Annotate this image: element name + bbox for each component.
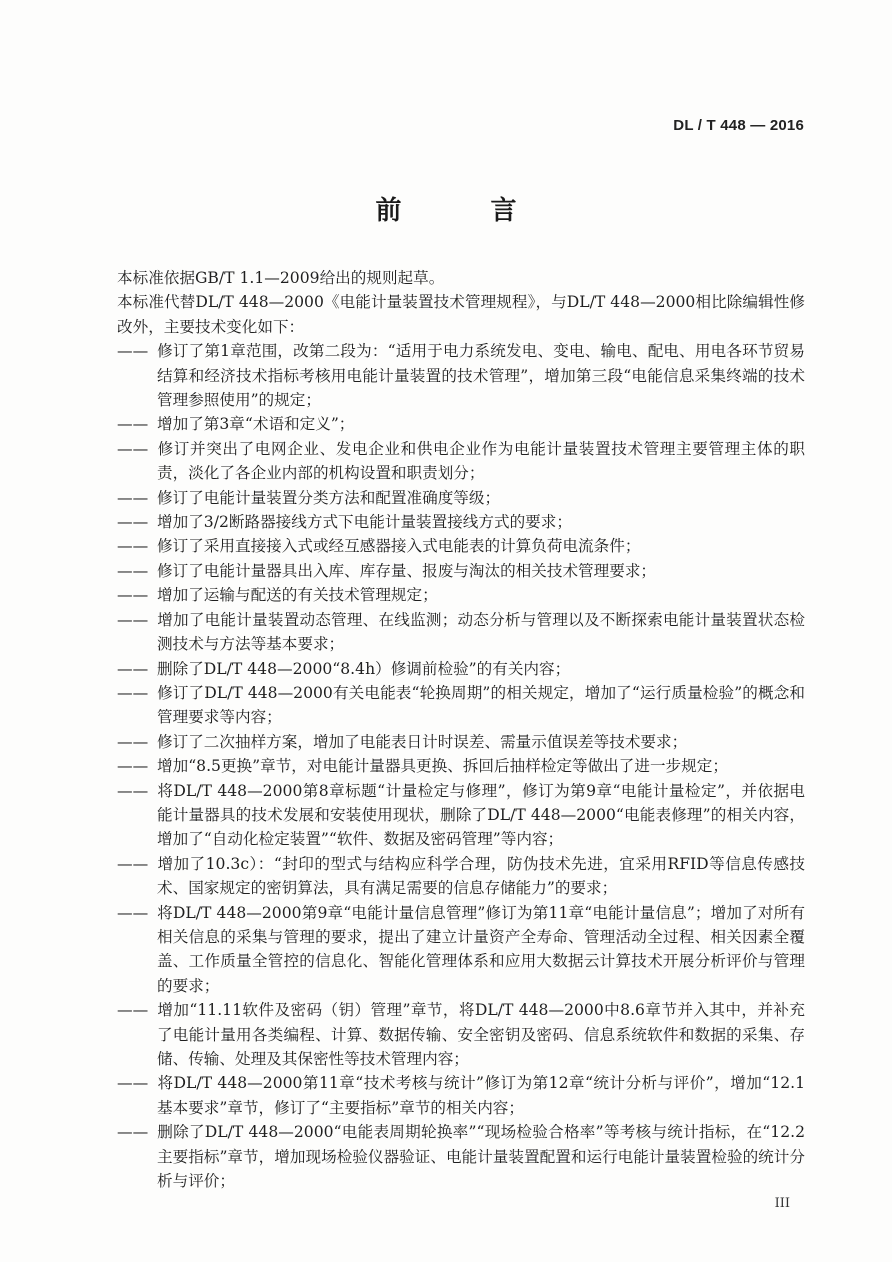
change-item: —— 增加了运输与配送的有关技术管理规定； [117,583,805,607]
change-item: —— 将DL/T 448—2000第9章“电能计量信息管理”修订为第11章“电能计量信息”；增加了对所有相关信息的采集与管理的要求，提出了建立计量资产全寿命、管理活动全过程、相关因素全覆盖、工作质量全管控的信息化、智能化管理体系和应用大数据云计算技术开展分析评价与管理的要求； [117,901,805,999]
paragraph-basis: 本标准依据GB/T 1.1—2009给出的规则起草。 [117,269,445,287]
dash-marker: —— [117,1001,149,1020]
change-item: —— 修订了采用直接接入式或经互感器接入式电能表的计算负荷电流条件； [117,534,805,558]
dash-marker: —— [117,903,149,922]
change-item: —— 删除了DL/T 448—2000“电能表周期轮换率”“现场检验合格率”等考核与统计指标，在“12.2主要指标”章节，增加现场检验仪器验证、电能计量装置配置和运行电能计量装置检验的统计分析与评价； [117,1120,805,1193]
change-list [117,339,805,1193]
dash-marker: —— [117,1074,149,1093]
standard-code: DL / T 448 — 2016 [673,117,804,134]
change-item: —— 修订了二次抽样方案，增加了电能表日计时误差、需量示值误差等技术要求； [117,730,805,754]
change-item: —— 增加了10.3c）：“封印的型式与结构应科学合理，防伪技术先进，宜采用RFID等信息传感技术、国家规定的密钥算法，具有满足需要的信息存储能力”的要求； [117,852,805,901]
dash-marker: —— [117,732,149,751]
dash-marker: —— [117,537,149,556]
dash-marker: —— [117,683,149,702]
change-item: —— 增加“8.5更换”章节，对电能计量器具更换、拆回后抽样检定等做出了进一步规定； [117,754,805,778]
page-number: III [774,1196,790,1211]
dash-marker: —— [117,439,149,458]
change-item: —— 将DL/T 448—2000第8章标题“计量检定与修理”，修订为第9章“电能计量检定”，并依据电能计量器具的技术发展和安装使用现状，删除了DL/T 448—2000“电能表修理”的相关内容，增加了“自动化检定装置”“软件、数据及密码管理”等内容； [117,779,805,852]
dash-marker: —— [117,513,149,532]
change-item: —— 修订了电能计量器具出入库、库存量、报废与淘汰的相关技术管理要求； [117,559,805,583]
change-item: —— 修订了电能计量装置分类方法和配置准确度等级； [117,486,805,510]
change-item: —— 将DL/T 448—2000第11章“技术考核与统计”修订为第12章“统计分析与评价”，增加“12.1基本要求”章节，修订了“主要指标”章节的相关内容； [117,1071,805,1120]
dash-marker: —— [117,586,149,605]
change-item: —— 修订并突出了电网企业、发电企业和供电企业作为电能计量装置技术管理主要管理主体的职责，淡化了各企业内部的机构设置和职责划分； [117,437,805,486]
dash-marker: —— [117,342,149,361]
dash-marker: —— [117,415,149,434]
dash-marker: —— [117,1123,149,1142]
change-item: —— 修订了DL/T 448—2000有关电能表“轮换周期”的相关规定，增加了“运行质量检验”的概念和管理要求等内容； [117,681,805,730]
dash-marker: —— [117,854,149,873]
dash-marker: —— [117,488,149,507]
change-item: —— 修订了第1章范围，改第二段为：“适用于电力系统发电、变电、输电、配电、用电各环节贸易结算和经济技术指标考核用电能计量装置的技术管理”，增加第三段“电能信息采集终端的技术管理参照使用”的规定； [117,339,805,412]
dash-marker: —— [117,659,149,678]
change-item: —— 增加了第3章“术语和定义”； [117,412,805,436]
dash-marker: —— [117,781,149,800]
page-title: 前 言 [375,196,557,226]
change-item: —— 删除了DL/T 448—2000“8.4h）修调前检验”的有关内容； [117,657,805,681]
dash-marker: —— [117,561,149,580]
paragraph-replacement: 本标准代替DL/T 448—2000《电能计量装置技术管理规程》，与DL/T 448—2000相比除编辑性修改外，主要技术变化如下： [117,293,805,336]
foreword-body [117,266,805,1193]
change-item: —— 增加“11.11软件及密码（钥）管理”章节，将DL/T 448—2000中8.6章节并入其中，并补充了电能计量用各类编程、计算、数据传输、安全密钥及密码、信息系统软件和数据的采集、存储、传输、处理及其保密性等技术管理内容； [117,998,805,1071]
dash-marker: —— [117,757,149,776]
change-item: —— 增加了3/2断路器接线方式下电能计量装置接线方式的要求； [117,510,805,534]
dash-marker: —— [117,610,149,629]
change-item: —— 增加了电能计量装置动态管理、在线监测；动态分析与管理以及不断探索电能计量装置状态检测技术与方法等基本要求； [117,608,805,657]
